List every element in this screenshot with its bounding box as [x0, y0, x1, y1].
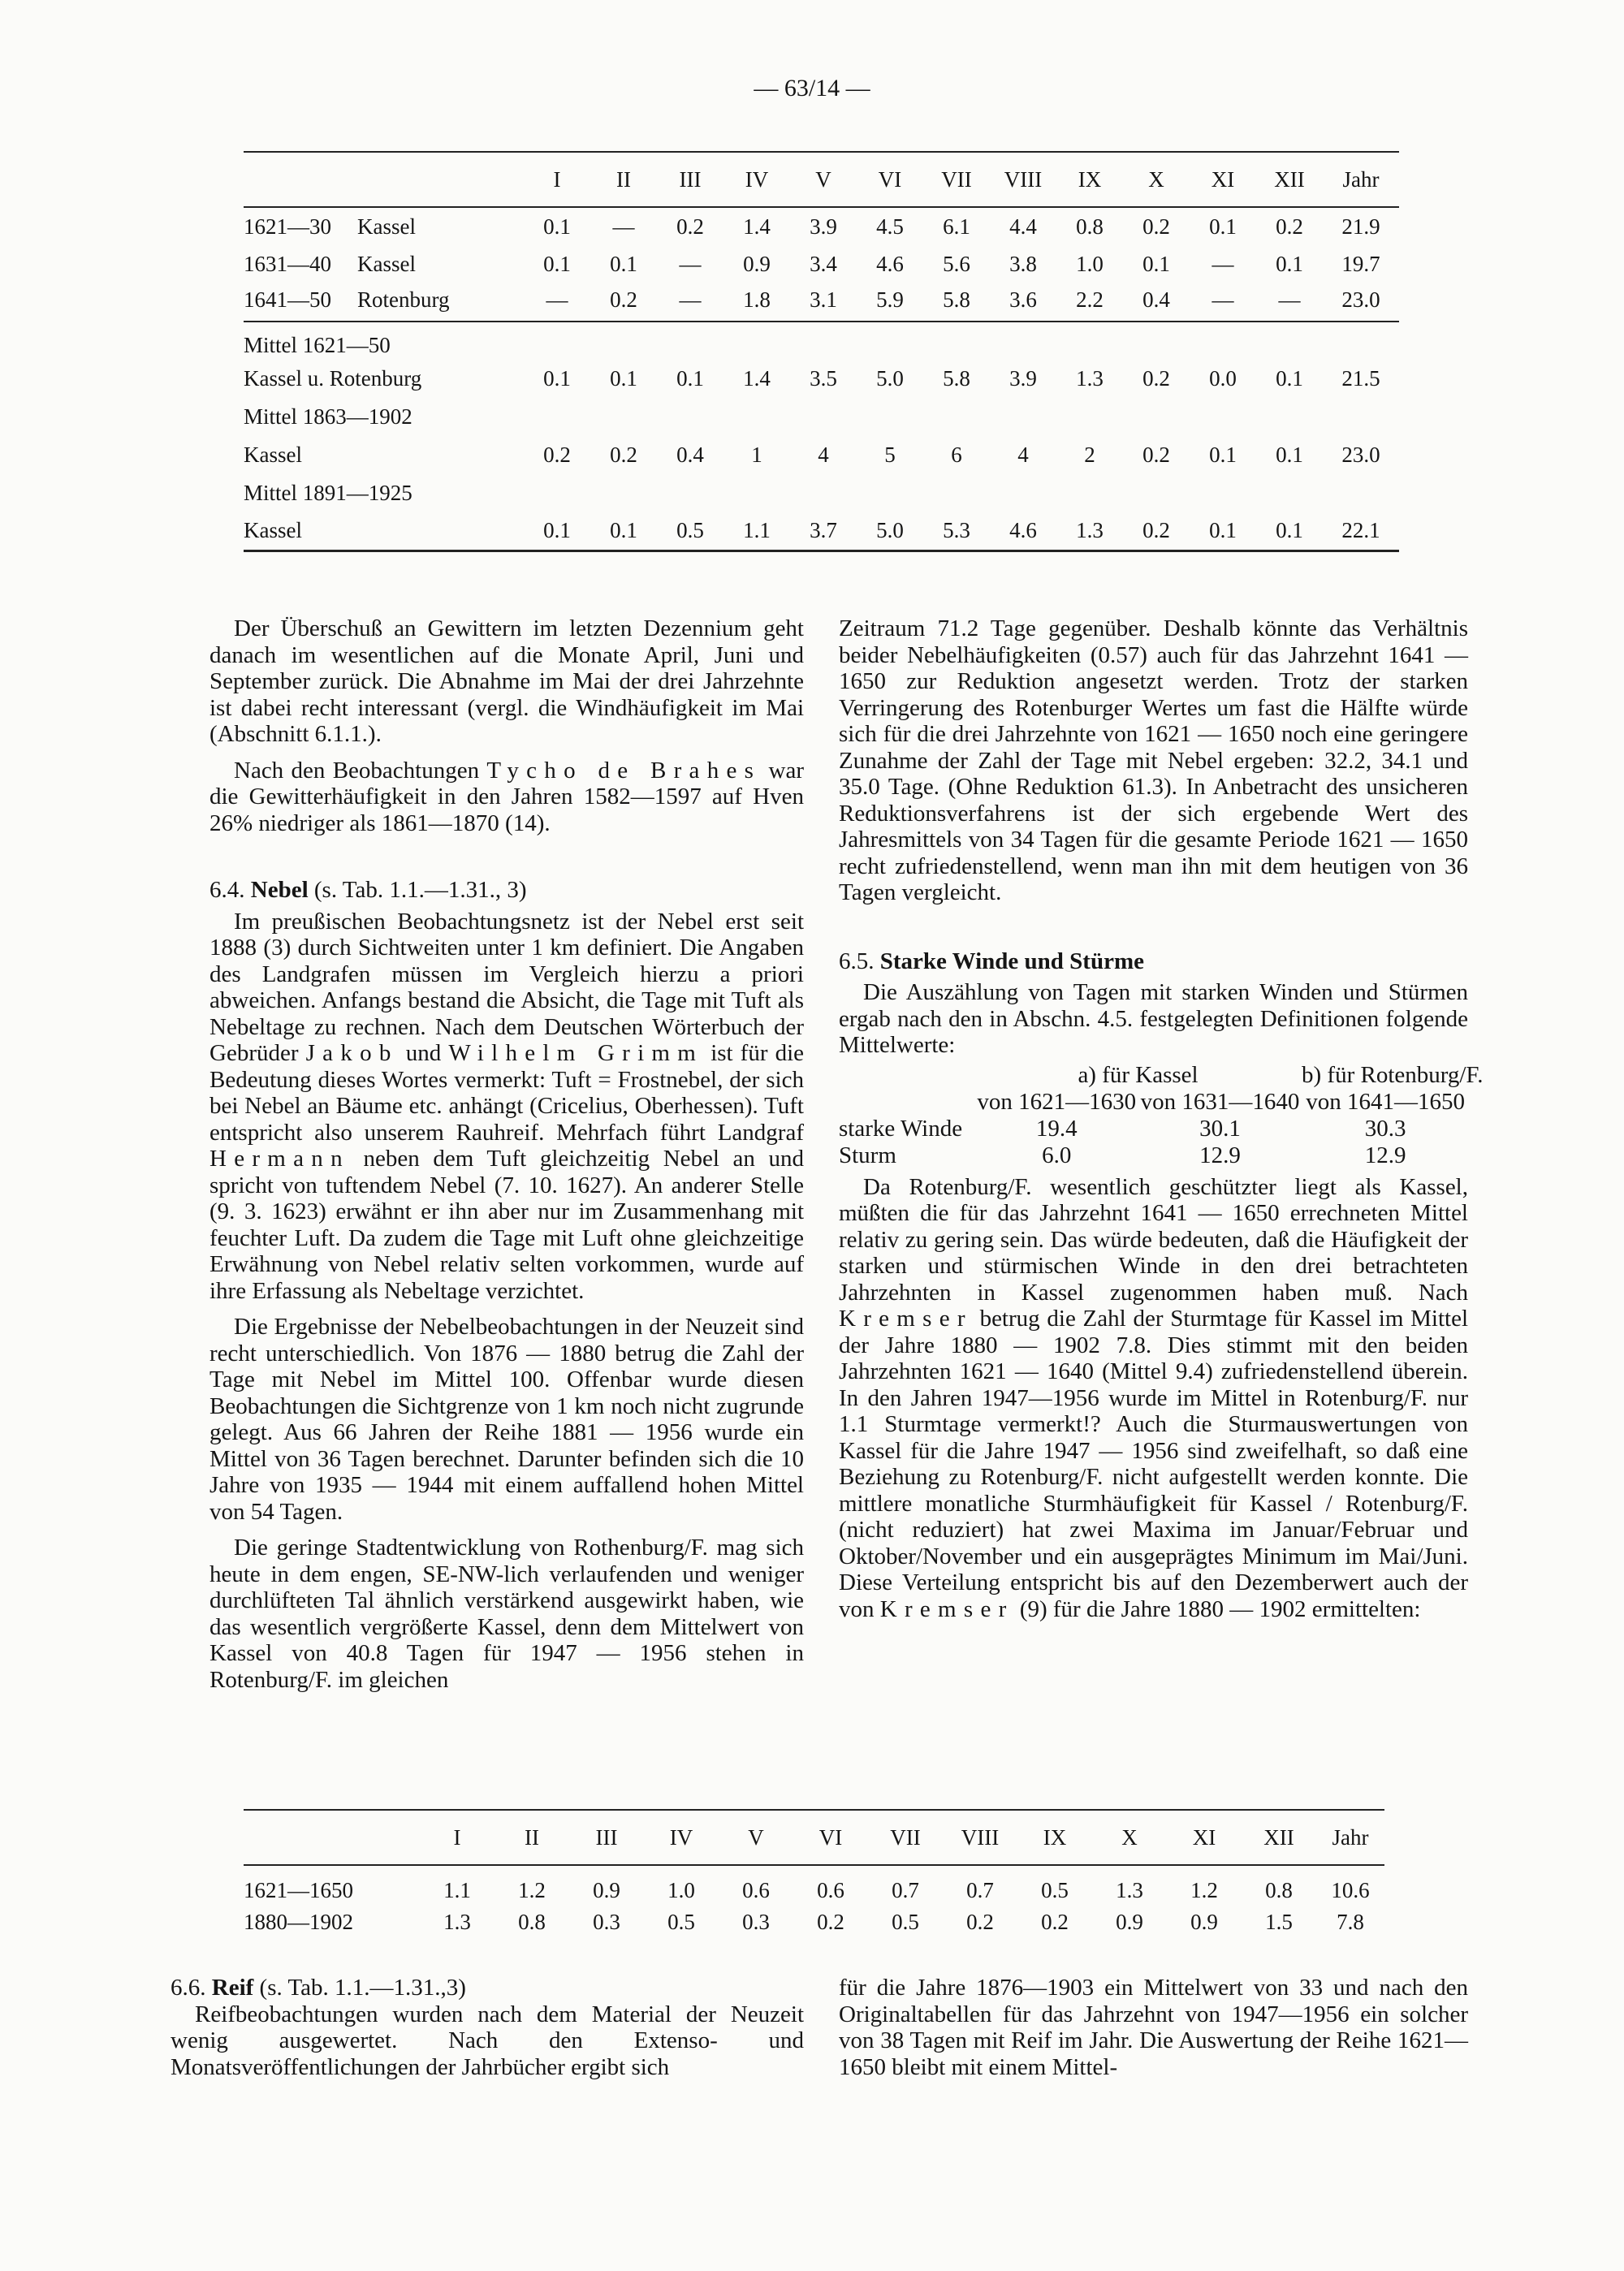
row-label: Kassel: [244, 443, 302, 467]
value-cell: 0.5: [892, 1910, 919, 1934]
value-cell: 5.9: [876, 287, 904, 312]
value-cell: 1.4: [743, 214, 771, 239]
header-cell: V: [790, 152, 857, 207]
paragraph: [209, 909, 804, 1305]
value-cell: 6: [951, 443, 962, 467]
value-cell: 0.6: [742, 1877, 770, 1902]
left-column: [209, 615, 804, 1693]
value-cell: 3.9: [810, 214, 837, 239]
paragraph: [839, 1174, 1468, 1623]
section-heading: [839, 948, 1468, 975]
section-title: Nebel: [250, 877, 309, 903]
header-cell: X: [1092, 1810, 1167, 1865]
value-cell: 0.1: [543, 366, 571, 391]
text-run: und: [405, 1040, 442, 1066]
value-cell: 21.9: [1341, 214, 1380, 239]
value-cell: 0.8: [1076, 214, 1104, 239]
header-cell: I: [420, 1810, 495, 1865]
wind-table: [839, 1062, 1484, 1169]
table-header-row: [244, 152, 1399, 207]
value-cell: 4: [818, 443, 829, 467]
row-year: 1641—50: [244, 287, 331, 312]
value-cell: 1.0: [667, 1877, 695, 1902]
section-title: Starke Winde und Stürme: [879, 948, 1144, 974]
value-cell: 0.3: [742, 1910, 770, 1934]
table-row: [244, 1903, 1384, 1941]
paragraph: Reifbeobachtungen wurden nach dem Material der Neuzeit wenig ausgewertet. Nach den Extenso- und Monatsveröffentlichungen der Jahrbücher ergibt sich: [171, 2001, 804, 2080]
value-cell: 3.4: [810, 252, 837, 276]
header-cell: XII: [1256, 152, 1323, 207]
value-cell: 0.2: [610, 443, 637, 467]
header-cell: XI: [1190, 152, 1256, 207]
value-cell: 0.7: [892, 1877, 919, 1902]
wind-value: 12.9: [1199, 1142, 1241, 1168]
header-cell: VIII: [990, 152, 1056, 207]
value-cell: —: [679, 287, 702, 312]
row-label: [244, 207, 524, 245]
header-cell: XI: [1167, 1810, 1242, 1865]
value-cell: 2: [1084, 443, 1095, 467]
header-cell: IX: [1017, 1810, 1092, 1865]
value-cell: 0.9: [1190, 1910, 1218, 1934]
header-cell: III: [569, 1810, 644, 1865]
person-name: Hermann: [209, 1146, 350, 1172]
wind-head-rotenburg: b) für Rotenburg/F.: [1302, 1062, 1484, 1088]
header-cell: IX: [1056, 152, 1123, 207]
row-year: 1621—30: [244, 214, 331, 239]
value-cell: 0.2: [1142, 518, 1170, 543]
header-cell: Jahr: [1316, 1810, 1384, 1865]
value-cell: 0.5: [667, 1910, 695, 1934]
value-cell: 4: [1017, 443, 1029, 467]
person-name: Wilhelm Grimm: [448, 1040, 704, 1066]
value-cell: 0.7: [966, 1877, 994, 1902]
section-number: 6.6.: [171, 1975, 206, 2001]
value-cell: 0.2: [1142, 214, 1170, 239]
header-cell: Jahr: [1323, 152, 1399, 207]
value-cell: 1: [751, 443, 762, 467]
value-cell: 5: [884, 443, 896, 467]
value-cell: 1.1: [443, 1877, 471, 1902]
value-cell: 1.8: [743, 287, 771, 312]
table-row: [244, 245, 1399, 283]
page-number: — 63/14 —: [754, 75, 870, 101]
row-label: Kassel: [244, 518, 302, 543]
text-run: betrug die Zahl der Sturmtage für Kassel im Mittel der Jahre 1880 — 1902 7.8. Dies stimmt mit den beiden Jahrzehnten 1621 — 1640 (Mittel 9.4) zufriedenstellend überein. In den Jahren 1947—1956 wurde im Mittel in Rotenburg/F. nur 1.1 Sturmtage vermerkt!? Auch die Sturmauswertungen von Kassel für die Jahre 1947 — 1956 sind zweifelhaft, so daß eine Beziehung zu Rotenburg/F. nicht aufgestellt werden konnte. Die mittlere monatliche Sturmhäufigkeit für Kassel / Rotenburg/F. (nicht reduziert) hat zwei Maxima im Januar/Februar und Oktober/November und ein ausgeprägtes Minimum im Mai/Juni. Diese Verteilung entspricht bis auf den Dezemberwert auch der von: [839, 1306, 1469, 1622]
header-cell: X: [1123, 152, 1190, 207]
text-run: Nach den Beobachtungen: [234, 757, 480, 784]
value-cell: 0.1: [1276, 366, 1303, 391]
person-name: Tycho de Brahes: [486, 757, 762, 784]
value-cell: 0.1: [676, 366, 704, 391]
value-cell: 0.1: [610, 252, 637, 276]
wind-period: von 1631—1640: [1140, 1089, 1300, 1115]
value-cell: 1.5: [1265, 1910, 1293, 1934]
value-cell: 0.2: [1276, 214, 1303, 239]
mean-title-row: [244, 398, 1399, 436]
wind-head-row: [839, 1062, 1484, 1089]
value-cell: 0.3: [593, 1910, 620, 1934]
table-row: [244, 1865, 1384, 1903]
row-label: [244, 245, 524, 283]
person-name: Kremser: [839, 1306, 973, 1332]
value-cell: 0.5: [676, 518, 704, 543]
value-cell: 5.8: [943, 287, 970, 312]
value-cell: 19.7: [1341, 252, 1380, 276]
wind-period-row: [839, 1089, 1468, 1116]
wind-data-row: [839, 1116, 1468, 1142]
wind-data-row: [839, 1142, 1468, 1169]
text-run: Im preußischen Beobachtungsnetz ist der Nebel erst seit 1888 (3) durch Sichtweiten unter 1 km definiert. Die Angaben des Landgrafen müssen im Vergleich hierzu a priori abweichen. Anfangs bestand die Absicht, die Tage mit Tuft als Nebeltage zu rechnen. Nach dem Deutschen Wörterbuch der Gebrüder: [209, 908, 804, 1066]
value-cell: 0.2: [817, 1910, 844, 1934]
header-cell: II: [495, 1810, 569, 1865]
value-cell: 22.1: [1341, 518, 1380, 543]
value-cell: 6.1: [943, 214, 970, 239]
value-cell: 0.1: [1209, 443, 1237, 467]
table-row: [244, 360, 1399, 398]
wind-value: 19.4: [1035, 1116, 1078, 1142]
value-cell: 5.6: [943, 252, 970, 276]
value-cell: 0.5: [1041, 1877, 1069, 1902]
value-cell: 0.1: [1142, 252, 1170, 276]
right-column-bottom: [839, 1975, 1468, 2080]
mean-title: Mittel 1863—1902: [244, 404, 412, 429]
value-cell: 21.5: [1341, 366, 1380, 391]
value-cell: 1.4: [743, 366, 771, 391]
value-cell: 0.1: [610, 518, 637, 543]
value-cell: 0.1: [1276, 443, 1303, 467]
value-cell: 5.8: [943, 366, 970, 391]
row-year: 1631—40: [244, 252, 331, 276]
section-ref: (s. Tab. 1.1.—1.31., 3): [313, 877, 527, 903]
value-cell: 0.8: [1265, 1877, 1293, 1902]
value-cell: 0.1: [1209, 214, 1237, 239]
paragraph: [209, 758, 804, 837]
text-run: neben dem Tuft gleichzeitig Nebel an und spricht von tuftendem Nebel (7. 10. 1627). An anderer Stelle (9. 3. 1623) erwähnt er ihn aber nur im Zusammenhang mit feuchter Luft. Da zudem die Tage mit Luft ohne gleichzeitige Erwähnung von Nebel relativ selten vorkommen, wurde auf ihre Erfassung als Nebeltage verzichtet.: [209, 1146, 805, 1304]
paragraph: Zeitraum 71.2 Tage gegenüber. Deshalb könnte das Verhältnis beider Nebelhäufigkeiten (0.57) auch für das Jahrzehnt 1641 — 1650 zur Reduktion angesetzt werden. Trotz der starken Verringerung des Rotenburger Wertes um fast die Hälfte würde sich für die drei Jahrzehnte von 1621 — 1650 noch eine geringere Zunahme der Zahl der Tage mit Nebel ergeben: 32.2, 34.1 und 35.0 Tage. (Ohne Reduktion 61.3). In Anbetracht des unsicheren Reduktionsverfahrens ist der sich ergebende Wert des Jahresmittels von 34 Tagen für die gesamte Periode 1621 — 1650 recht zufriedenstellend, wenn man ihn mit dem heutigen von 36 Tagen vergleicht.: [839, 615, 1468, 905]
value-cell: 0.1: [1276, 518, 1303, 543]
value-cell: 0.0: [1209, 366, 1237, 391]
header-cell: XII: [1242, 1810, 1316, 1865]
left-column-bottom: [171, 1975, 804, 2080]
value-cell: 1.2: [518, 1877, 546, 1902]
value-cell: —: [1278, 287, 1301, 312]
value-cell: 0.2: [1041, 1910, 1069, 1934]
wind-row-label: Sturm: [839, 1142, 896, 1168]
value-cell: 0.1: [543, 252, 571, 276]
row-place: Rotenburg: [357, 287, 450, 312]
value-cell: 0.2: [610, 287, 637, 312]
value-cell: 1.3: [443, 1910, 471, 1934]
text-run: (9) für die Jahre 1880 — 1902 ermittelten:: [1019, 1595, 1421, 1622]
value-cell: 1.2: [1190, 1877, 1218, 1902]
value-cell: 0.6: [817, 1877, 844, 1902]
section-ref: (s. Tab. 1.1.—1.31.,3): [259, 1975, 466, 2001]
header-cell: VII: [923, 152, 990, 207]
header-cell: VI: [793, 1810, 868, 1865]
value-cell: 0.2: [676, 214, 704, 239]
paragraph: Die geringe Stadtentwicklung von Rothenburg/F. mag sich heute in dem engen, SE-NW-lich verlaufenden und weniger durchlüfteten Tal ähnlich verstärkend ausgewirkt haben, wie das wesentlich vergrößerte Kassel, denn dem Mittelwert von Kassel von 40.8 Tagen für 1947 — 1956 stehen in Rotenburg/F. im gleichen: [209, 1535, 804, 1693]
value-cell: 4.4: [1009, 214, 1037, 239]
value-cell: 7.8: [1337, 1910, 1364, 1934]
value-cell: 1.3: [1076, 518, 1104, 543]
table-header-row: [244, 1810, 1384, 1865]
mean-title-row: [244, 322, 1399, 360]
row-label: 1880—1902: [244, 1910, 353, 1934]
row-label: 1621—1650: [244, 1877, 353, 1902]
value-cell: 0.1: [610, 366, 637, 391]
wind-value: 12.9: [1364, 1142, 1406, 1168]
row-label: [244, 283, 524, 322]
value-cell: 1.1: [743, 518, 771, 543]
value-cell: 0.9: [743, 252, 771, 276]
value-cell: 0.1: [543, 214, 571, 239]
table-row: [244, 512, 1399, 550]
header-cell: VIII: [943, 1810, 1017, 1865]
paragraph: Der Überschuß an Gewittern im letzten Dezennium geht danach im wesentlichen auf die Monate April, Juni und September zurück. Die Abnahme im Mai der drei Jahrzehnte ist dabei recht interessant (vergl. die Windhäufigkeit im Mai (Abschnitt 6.1.1.).: [209, 615, 804, 747]
section-heading: [209, 877, 804, 904]
row-label: Kassel u. Rotenburg: [244, 366, 422, 391]
value-cell: —: [1212, 287, 1234, 312]
header-cell: II: [590, 152, 657, 207]
mean-title: Mittel 1891—1925: [244, 481, 412, 505]
table-row: [244, 283, 1399, 322]
value-cell: 23.0: [1341, 443, 1380, 467]
value-cell: 4.6: [1009, 518, 1037, 543]
wind-row-label: starke Winde: [839, 1116, 963, 1142]
mean-title-row: [244, 474, 1399, 512]
value-cell: 5.0: [876, 366, 904, 391]
header-cell: III: [657, 152, 723, 207]
section-number: 6.5.: [839, 948, 875, 974]
value-cell: —: [546, 287, 568, 312]
value-cell: 3.1: [810, 287, 837, 312]
value-cell: 3.7: [810, 518, 837, 543]
section-title: Reif: [211, 1975, 254, 2001]
value-cell: 4.5: [876, 214, 904, 239]
header-cell: V: [719, 1810, 793, 1865]
wind-value: 6.0: [1042, 1142, 1072, 1168]
value-cell: 0.1: [1276, 252, 1303, 276]
storm-table: [244, 1809, 1384, 1941]
section-heading: [171, 1975, 804, 2001]
header-cell: I: [524, 152, 590, 207]
header-cell: VI: [857, 152, 923, 207]
wind-value: 30.1: [1199, 1116, 1241, 1142]
value-cell: 0.9: [593, 1877, 620, 1902]
value-cell: 0.1: [543, 518, 571, 543]
value-cell: 3.8: [1009, 252, 1037, 276]
paragraph: Die Ergebnisse der Nebelbeobachtungen in der Neuzeit sind recht unterschiedlich. Von 1876 — 1880 betrug die Zahl der Tage mit Nebel im Mittel 100. Offenbar wurde diesen Beobachtungen die Sichtgrenze von 1 km noch nicht zugrunde gelegt. Aus 66 Jahren der Reihe 1881 — 1956 wurde ein Mittel von 36 Tagen berechnet. Darunter befinden sich die 10 Jahre von 1935 — 1944 mit einem auffallend hohen Mittel von 54 Tagen.: [209, 1314, 804, 1525]
value-cell: 0.2: [966, 1910, 994, 1934]
table-row: [244, 207, 1399, 245]
value-cell: 1.3: [1076, 366, 1104, 391]
value-cell: —: [612, 214, 635, 239]
wind-head-kassel: a) für Kassel: [1078, 1062, 1199, 1088]
table-row: [244, 436, 1399, 474]
wind-value: 30.3: [1364, 1116, 1406, 1142]
value-cell: 0.4: [1142, 287, 1170, 312]
header-cell: VII: [868, 1810, 943, 1865]
value-cell: 1.3: [1116, 1877, 1143, 1902]
value-cell: 23.0: [1341, 287, 1380, 312]
value-cell: 3.5: [810, 366, 837, 391]
text-run: ist für die Bedeutung dieses Wortes vermerkt: Tuft = Frostnebel, der sich bei Nebel an Bäume etc. anhängt (Cricelius, Oberhessen). Tuft entspricht also unserem Rauhreif. Mehrfach führt Landgraf: [209, 1040, 804, 1146]
value-cell: 0.4: [676, 443, 704, 467]
value-cell: 3.6: [1009, 287, 1037, 312]
paragraph: für die Jahre 1876—1903 ein Mittelwert von 33 und nach den Originaltabellen für das Jahrzehnt von 1947—1956 ein solcher von 38 Tagen mit Reif im Jahr. Die Auswertung der Reihe 1621—1650 bleibt mit einem Mittel-: [839, 1975, 1468, 2080]
value-cell: 0.2: [543, 443, 571, 467]
value-cell: —: [679, 252, 702, 276]
row-place: Kassel: [357, 252, 416, 276]
value-cell: 0.2: [1142, 443, 1170, 467]
value-cell: 5.0: [876, 518, 904, 543]
value-cell: 5.3: [943, 518, 970, 543]
value-cell: 0.1: [1209, 518, 1237, 543]
value-cell: 10.6: [1331, 1877, 1370, 1902]
right-column: [839, 615, 1484, 1622]
wind-period: von 1641—1650: [1306, 1089, 1466, 1115]
mean-title: Mittel 1621—50: [244, 322, 1399, 360]
paragraph: Die Auszählung von Tagen mit starken Winden und Stürmen ergab nach den in Abschn. 4.5. festgelegten Definitionen folgende Mittelwerte:: [839, 979, 1468, 1058]
value-cell: —: [1212, 252, 1234, 276]
wind-period: von 1621—1630: [977, 1089, 1137, 1115]
value-cell: 4.6: [876, 252, 904, 276]
value-cell: 0.8: [518, 1910, 546, 1934]
thunderstorm-table: [244, 151, 1399, 552]
value-cell: 0.9: [1116, 1910, 1143, 1934]
person-name: Kremser: [879, 1595, 1014, 1622]
section-number: 6.4.: [209, 877, 245, 903]
header-cell: IV: [644, 1810, 719, 1865]
person-name: Jakob: [305, 1040, 399, 1066]
value-cell: 0.2: [1142, 366, 1170, 391]
value-cell: 2.2: [1076, 287, 1104, 312]
value-cell: 1.0: [1076, 252, 1104, 276]
value-cell: 3.9: [1009, 366, 1037, 391]
text-run: war die Gewitterhäufigkeit in den Jahren 1582—1597 auf Hven 26% niedriger als 1861—1870 (14).: [209, 757, 805, 836]
header-cell: IV: [723, 152, 790, 207]
text-run: Da Rotenburg/F. wesentlich geschützter liegt als Kassel, müßten die für das Jahrzehnt 1641 — 1650 errechneten Mittel relativ zu gering sein. Das würde bedeuten, daß die Häufigkeit der starken und stürmischen Winde in den drei betrachteten Jahrzehnten in Kassel zugenommen haben muß. Nach: [839, 1173, 1468, 1306]
row-place: Kassel: [357, 214, 416, 239]
